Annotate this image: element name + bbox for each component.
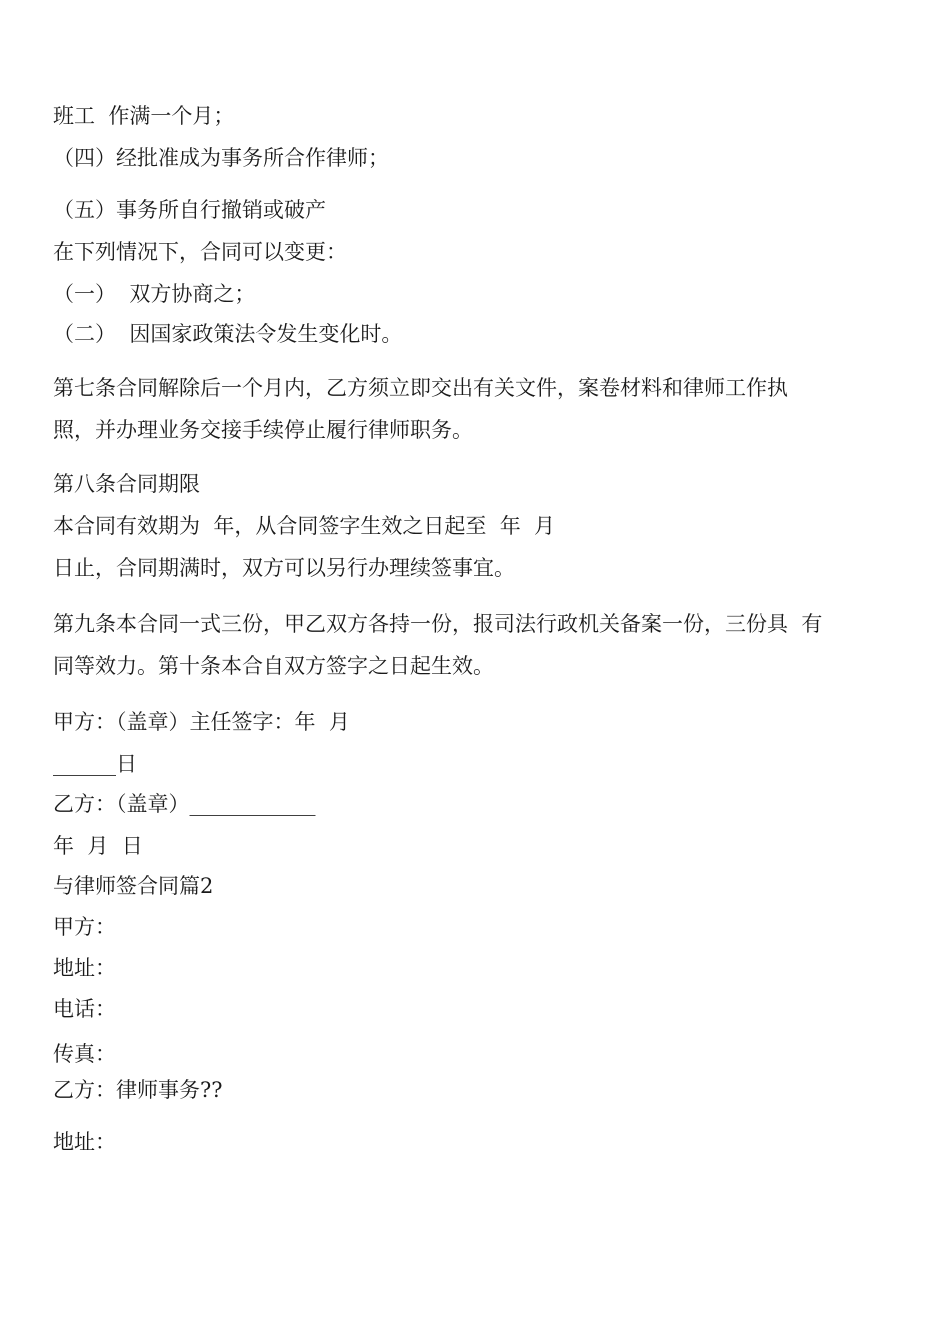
text-line: 本合同有效期为 年，从合同签字生效之日起至 年 月	[53, 514, 556, 538]
text-line: 年 月 日	[53, 834, 143, 858]
text-line: 在下列情况下，合同可以变更：	[53, 240, 347, 264]
text-line: 乙方：（盖章）____________	[53, 792, 316, 816]
text-line: 甲方：	[53, 915, 116, 939]
text-line: 与律师签合同篇2	[53, 874, 214, 898]
text-line: 同等效力。第十条本合自双方签字之日起生效。	[53, 654, 494, 678]
text-line: 日止，合同期满时，双方可以另行办理续签事宜。	[53, 556, 515, 580]
text-line: 第八条合同期限	[53, 472, 200, 496]
text-line: 第九条本合同一式三份，甲乙双方各持一份，报司法行政机关备案一份，三份具 有	[53, 612, 823, 636]
text-line: 班工 作满一个月；	[53, 104, 235, 128]
text-line: （五）事务所自行撤销或破产	[53, 198, 326, 222]
text-line: 传真：	[53, 1042, 116, 1066]
text-line: 地址：	[53, 956, 116, 980]
text-line: 照，并办理业务交接手续停止履行律师职务。	[53, 418, 473, 442]
text-line: ______日	[53, 752, 137, 776]
text-line: 甲方：（盖章）主任签字：年 月	[53, 710, 350, 734]
text-line: 第七条合同解除后一个月内，乙方须立即交出有关文件，案卷材料和律师工作执	[53, 376, 788, 400]
text-line: 电话：	[53, 997, 116, 1021]
text-line: （一） 双方协商之；	[53, 282, 256, 306]
text-line: （二） 因国家政策法令发生变化时。	[53, 322, 403, 346]
text-line: （四）经批准成为事务所合作律师；	[53, 146, 389, 170]
text-line: 地址：	[53, 1130, 116, 1154]
text-line: 乙方：律师事务??	[53, 1078, 223, 1102]
